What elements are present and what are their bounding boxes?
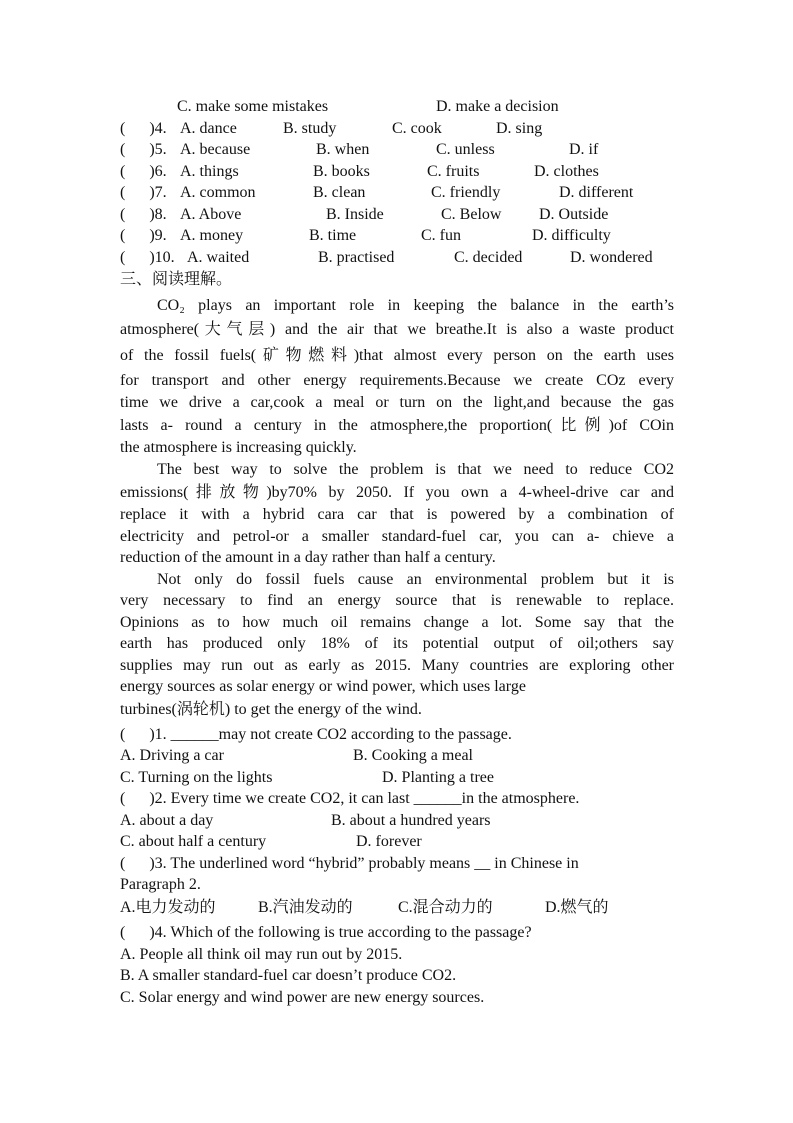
question-number: ( )7. [120, 184, 167, 201]
option-d: D. Outside [539, 206, 609, 223]
option-c: C. Below [441, 206, 502, 223]
passage-line: for transport and other energy requirements.Because we create COz every [120, 372, 674, 389]
option-b: B. time [309, 227, 357, 244]
section-title: 三、阅读理解。 [120, 271, 233, 288]
passage-line: supplies may run out as early as 2015. Many countries are exploring other [120, 657, 674, 674]
answer-option-b: B. Cooking a meal [353, 747, 473, 764]
option-a: A. common [180, 184, 256, 201]
option-d: D. difficulty [532, 227, 611, 244]
passage-line: time we drive a car,cook a meal or turn on the light,and because the gas [120, 394, 674, 411]
passage-line: replace it with a hybrid cara car that is powered by a combination of [120, 506, 674, 523]
option-c: C. decided [454, 249, 523, 266]
option-3c: C. make some mistakes [177, 98, 329, 115]
passage-line: of the fossil fuels(矿物燃料)that almost every person on the earth uses [120, 347, 674, 364]
passage-line: earth has produced only 18% of its potential output of oil;others say [120, 635, 674, 652]
option-a: A. waited [187, 249, 250, 266]
passage-line: reduction of the amount in a day rather than half a century. [120, 549, 496, 566]
answer-option-a: A.电力发动的 [120, 899, 216, 916]
option-3d: D. make a decision [436, 98, 559, 115]
option-a: A. things [180, 163, 239, 180]
passage-line: Opinions as to how much oil remains change a lot. Some say that the [120, 614, 674, 631]
passage-line: Not only do fossil fuels cause an environmental problem but it is [157, 571, 674, 588]
answer-option-a: A. Driving a car [120, 747, 224, 764]
answer-option-b: B.汽油发动的 [258, 899, 353, 916]
option-b: B. practised [318, 249, 395, 266]
passage-line: the atmosphere is increasing quickly. [120, 439, 357, 456]
answer-option-d: D.燃气的 [545, 899, 609, 916]
answer-option-c: C. Solar energy and wind power are new energy sources. [120, 989, 485, 1006]
passage-line: lasts a- round a century in the atmosphere,the proportion(比例)of COin [120, 417, 674, 434]
answer-option-d: D. Planting a tree [382, 769, 494, 786]
option-b: B. clean [313, 184, 366, 201]
question-number: ( )8. [120, 206, 167, 223]
answer-option-c: C.混合动力的 [398, 899, 493, 916]
question-number: ( )5. [120, 141, 167, 158]
answer-option-c: C. Turning on the lights [120, 769, 273, 786]
option-b: B. when [316, 141, 370, 158]
question-stem: ( )4. Which of the following is true according to the passage? [120, 924, 532, 941]
option-c: C. unless [436, 141, 495, 158]
question-stem-continued: Paragraph 2. [120, 876, 201, 893]
passage-line: atmosphere(大气层) and the air that we breathe.It is also a waste product [120, 321, 674, 338]
option-a: A. Above [180, 206, 242, 223]
option-d: D. sing [496, 120, 543, 137]
answer-option-b: B. A smaller standard-fuel car doesn’t produce CO2. [120, 967, 457, 984]
option-d: D. different [559, 184, 634, 201]
answer-option-a: A. about a day [120, 812, 214, 829]
passage-line: turbines(涡轮机) to get the energy of the wind. [120, 701, 422, 718]
option-c: C. fun [421, 227, 461, 244]
option-b: B. study [283, 120, 337, 137]
passage-line: very necessary to find an energy source that is renewable to replace. [120, 592, 674, 609]
option-d: D. if [569, 141, 599, 158]
question-stem: ( )2. Every time we create CO2, it can last ______in the atmosphere. [120, 790, 580, 807]
passage-line: electricity and petrol-or a smaller standard-fuel car, you can a- chieve a [120, 528, 674, 545]
answer-option-d: D. forever [356, 833, 422, 850]
passage-line: The best way to solve the problem is that we need to reduce CO2 [157, 461, 674, 478]
option-a: A. dance [180, 120, 237, 137]
option-c: C. fruits [427, 163, 480, 180]
question-number: ( )10. [120, 249, 175, 266]
option-b: B. books [313, 163, 370, 180]
question-stem: ( )1. ______may not create CO2 according to the passage. [120, 726, 512, 743]
answer-option-c: C. about half a century [120, 833, 267, 850]
answer-option-b: B. about a hundred years [331, 812, 491, 829]
option-a: A. because [180, 141, 251, 158]
passage-line: emissions(排放物)by70% by 2050. If you own a 4-wheel-drive car and [120, 484, 674, 501]
option-c: C. friendly [431, 184, 501, 201]
option-a: A. money [180, 227, 244, 244]
option-d: D. clothes [534, 163, 599, 180]
option-c: C. cook [392, 120, 442, 137]
passage-line: energy sources as solar energy or wind power, which uses large [120, 678, 526, 695]
option-b: B. Inside [326, 206, 384, 223]
question-number: ( )9. [120, 227, 167, 244]
answer-option-a: A. People all think oil may run out by 2015. [120, 946, 403, 963]
passage-line: CO₂ plays an important role in keeping the balance in the earth’s [157, 297, 674, 314]
question-stem: ( )3. The underlined word “hybrid” probably means __ in Chinese in [120, 855, 579, 872]
option-d: D. wondered [570, 249, 653, 266]
question-number: ( )6. [120, 163, 167, 180]
question-number: ( )4. [120, 120, 167, 137]
